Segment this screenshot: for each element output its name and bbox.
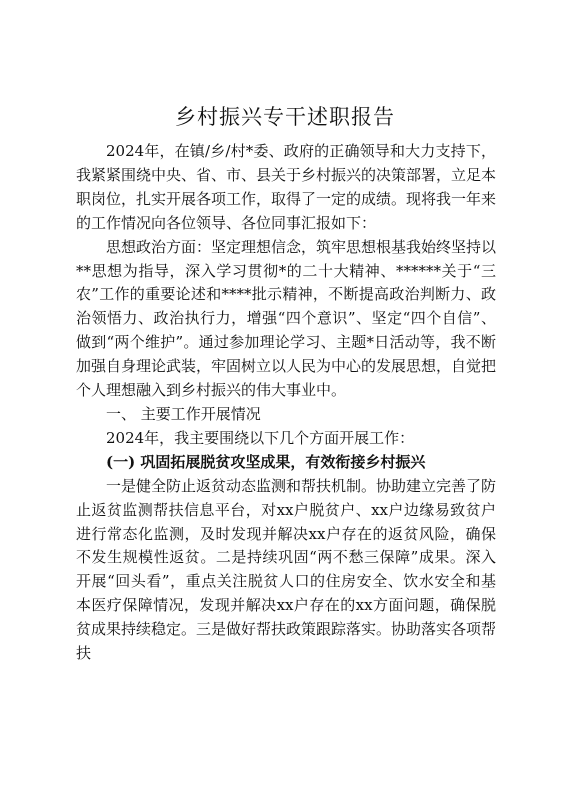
paragraph-poverty-consolidation: 一是健全防止返贫动态监测和帮扶机制。协助建立完善了防止返贫监测帮扶信息平台，对xx户脱贫户、xx户边缘易致贫户进行常态化监测，及时发现并解决xx户存在的返贫风险，确保不发生规模性返贫。二是持续巩固“两不愁三保障”成果。深入开展“回头看”，重点关注脱贫人口的住房安全、饮水安全和基本医疗保障情况，发现并解决xx户存在的xx方面问题，确保脱贫成果持续稳定。三是做好帮扶政策跟踪落实。协助落实各项帮扶: [76, 476, 497, 663]
paragraph-intro: 2024年，在镇/乡/村*委、政府的正确领导和大力支持下，我紧紧围绕中央、省、市、县关于乡村振兴的决策部署，立足本职岗位，扎实开展各项工作，取得了一定的成绩。现将我一年来的工作情况向各位领导、各位同事汇报如下：: [76, 142, 497, 232]
section-heading-main-work: 一、 主要工作开展情况: [106, 404, 261, 423]
document-body: [76, 140, 496, 666]
subsection-heading-1: (一) 巩固拓展脱贫攻坚成果，有效衔接乡村振兴: [106, 452, 426, 471]
document-title: 乡村振兴专干述职报告: [175, 105, 395, 129]
paragraph-political: 思想政治方面：坚定理想信念，筑牢思想根基我始终坚持以**思想为指导，深入学习贯彻*的二十大精神、******关于“三农”工作的重要论述和****批示精神，不断提高政治判断力、政治领悟力、政治执行力，增强“四个意识”、坚定“四个自信”、做到“两个维护”。通过参加理论学习、主题*日活动等，我不断加强自身理论武装，牢固树立以人民为中心的发展思想，自觉把个人理想融入到乡村振兴的伟大事业中。: [76, 237, 497, 400]
paragraph-work-overview: 2024年，我主要围绕以下几个方面开展工作：: [106, 428, 415, 447]
